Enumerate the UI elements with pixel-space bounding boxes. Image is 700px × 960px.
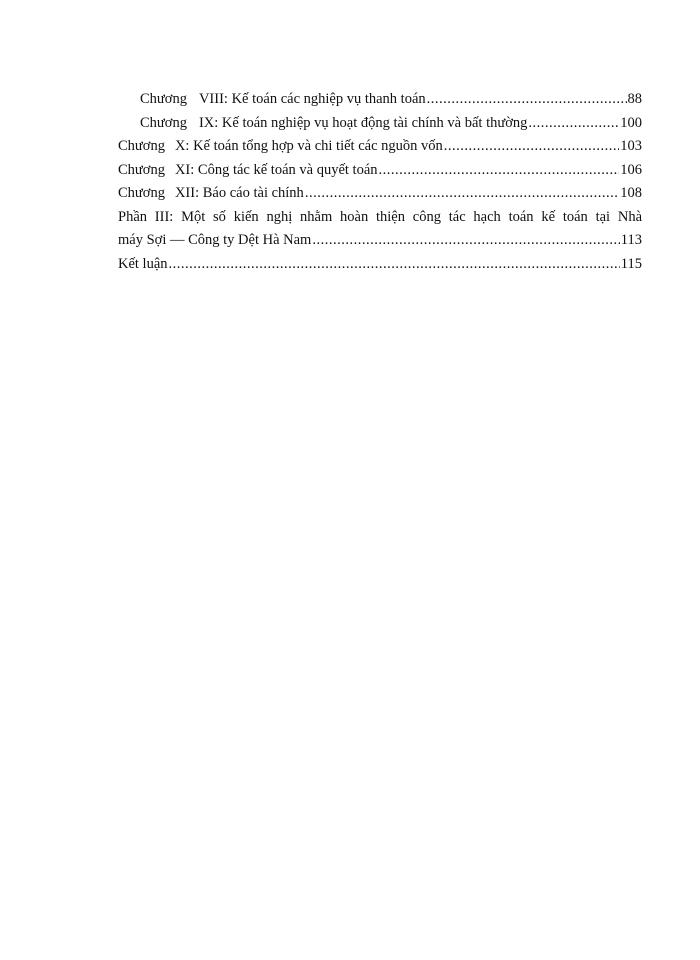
- toc-entry-label: [118, 135, 443, 159]
- conclusion-title: Kết luận: [118, 255, 168, 272]
- part-3-title-line-2-row: [118, 229, 642, 253]
- chapter-title: Công tác kế toán và quyết toán: [197, 161, 378, 178]
- dot-leader: [379, 159, 620, 183]
- chapter-prefix: Chương: [140, 114, 187, 131]
- part-3-title-line-1: Phần III: Một số kiến nghị nhằm hoàn thiện công tác hạch toán kế toán tại Nhà: [118, 208, 642, 225]
- chapter-title: Kế toán các nghiệp vụ thanh toán: [231, 91, 426, 107]
- toc-page-number: 88: [627, 91, 642, 107]
- toc-entry-chapter-11[interactable]: [118, 159, 642, 183]
- toc-page-number: 103: [620, 138, 642, 154]
- chapter-number: IX:: [198, 114, 219, 131]
- dot-leader: [528, 112, 619, 136]
- chapter-title: Báo cáo tài chính: [202, 185, 304, 201]
- toc-entry-label: [118, 159, 378, 183]
- dot-leader: [444, 135, 620, 159]
- chapter-number: VIII:: [198, 91, 228, 107]
- part-3-title-line-2: máy Sợi — Công ty Dệt Hà Nam: [118, 232, 312, 248]
- chapter-number: X:: [174, 138, 190, 154]
- dot-leader: [427, 88, 627, 112]
- toc-page-number: 108: [620, 185, 642, 201]
- toc-entry-chapter-12[interactable]: [118, 182, 642, 206]
- toc-page-number: 106: [620, 161, 642, 178]
- toc-entry-chapter-9[interactable]: [118, 112, 642, 136]
- chapter-prefix: Chương: [140, 91, 187, 107]
- toc-entry-chapter-8[interactable]: [118, 88, 642, 112]
- dot-leader: [169, 253, 620, 277]
- toc-page-number: 115: [620, 255, 642, 272]
- dot-leader: [305, 182, 619, 206]
- dot-leader: [312, 229, 619, 253]
- toc-entry-label: [118, 182, 304, 206]
- toc-page-number: 100: [620, 114, 642, 131]
- chapter-number: XII:: [174, 185, 200, 201]
- toc-entry-chapter-10[interactable]: [118, 135, 642, 159]
- chapter-number: XI:: [174, 161, 195, 178]
- toc-entry-conclusion[interactable]: [118, 253, 642, 277]
- toc-page-number: 113: [620, 232, 642, 248]
- chapter-title: Kế toán nghiệp vụ hoạt động tài chính và bất thường: [221, 114, 528, 131]
- chapter-prefix: Chương: [118, 138, 165, 154]
- table-of-contents: [118, 88, 642, 276]
- toc-entry-label: [140, 88, 426, 112]
- chapter-prefix: Chương: [118, 185, 165, 201]
- chapter-title: Kế toán tổng hợp và chi tiết các nguồn vốn: [193, 138, 443, 154]
- chapter-prefix: Chương: [118, 161, 165, 178]
- toc-entry-part-3[interactable]: [118, 206, 642, 253]
- toc-entry-label: [140, 112, 527, 136]
